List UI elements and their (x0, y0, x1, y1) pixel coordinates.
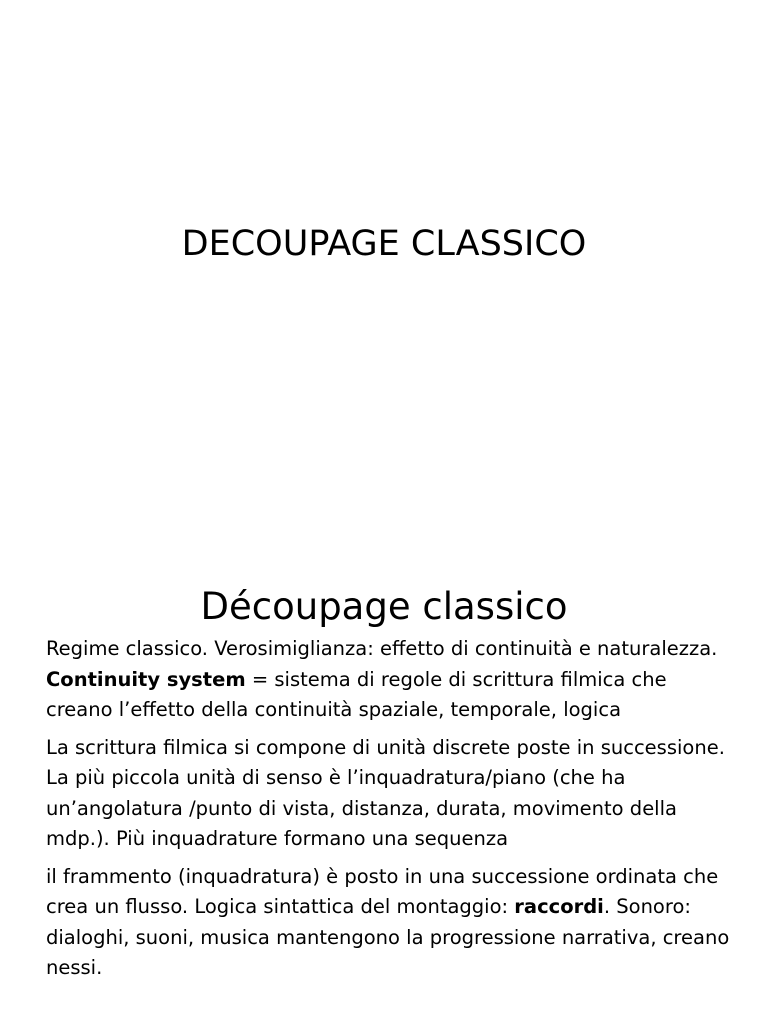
paragraph-1-text-c: = sistema di regole di scrittura filmica che creano l’effetto della continuità spaziale, temporale, logica (46, 667, 667, 721)
paragraph-1-text-a: Regime classico. Verosimiglianza: effetto di continuità e naturalezza. (46, 637, 718, 660)
slide-body (46, 634, 736, 991)
slide-heading-decoupage-classico: Découpage classico (200, 585, 568, 628)
paragraph-scrittura-filmica: La scrittura filmica si compone di unità discrete poste in successione. La più piccola unità di senso è l’inquadratura/piano (che ha un’angolatura /punto di vista, distanza, durata, movimento della mdp.). Più inquadrature formano una sequenza (46, 735, 725, 850)
paragraph-3-text-a: il frammento (inquadratura) è posto in una successione ordinata che crea un flusso. Logica sintattica del montaggio: (46, 864, 719, 918)
paragraph-frammento (46, 862, 736, 984)
paragraph-3-text-c: . Sonoro: dialoghi, suoni, musica mantengono la progressione narrativa, creano nessi. (46, 895, 730, 979)
paragraph-regime-classico (46, 634, 736, 726)
slide-title-decoupage: DECOUPAGE CLASSICO (181, 224, 587, 264)
continuity-system-term: Continuity system (46, 667, 246, 691)
raccordi-term: raccordi (514, 895, 604, 918)
